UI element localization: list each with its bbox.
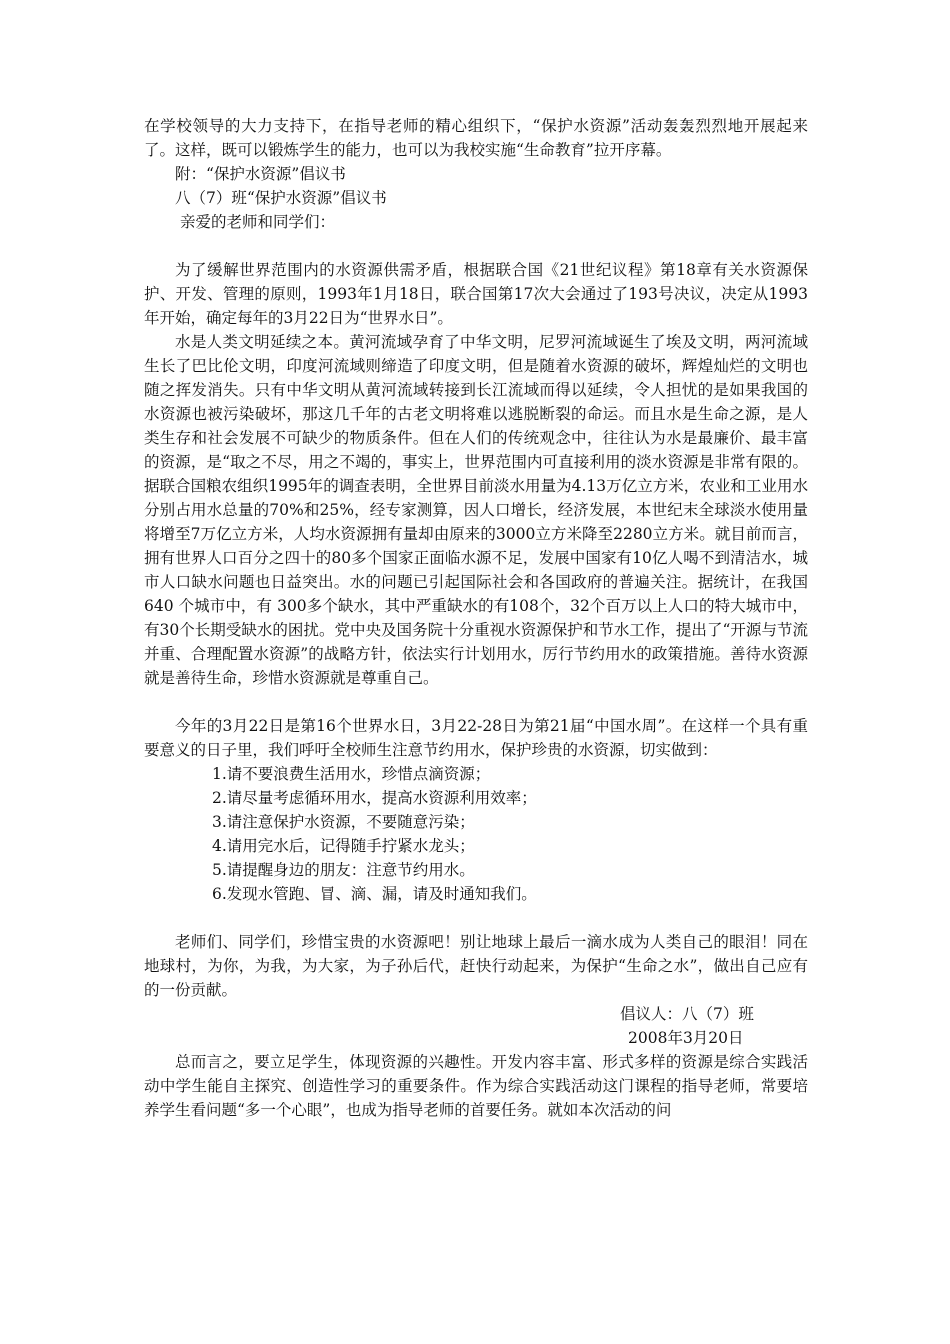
list-item: 6.发现水管跑、冒、滴、漏，请及时通知我们。: [212, 885, 537, 903]
signature: 倡议人：八（7）班: [620, 1005, 754, 1023]
attachment-note: 附：“保护水资源”倡议书: [175, 165, 346, 183]
document-page: [144, 114, 808, 1122]
greeting: 亲爱的老师和同学们：: [180, 213, 336, 231]
paragraph-water-civilization: 水是人类文明延续之本。黄河流域孕育了中华文明，尼罗河流域诞生了埃及文明，两河流域生长了巴比伦文明，印度河流域则缔造了印度文明，但是随着水资源的破坏，辉煌灿烂的文明也随之挥发消失。只有中华文明从黄河流域转接到长江流域而得以延续，令人担忧的是如果我国的水资源也被污染破坏，那这几千年的古老文明将难以逃脱断裂的命运。而且水是生命之源，是人类生存和社会发展不可缺少的物质条件。但在人们的传统观念中，往往认为水是最廉价、最丰富的资源，是“取之不尽，用之不竭的，事实上，世界范围内可直接利用的淡水资源是非常有限的。据联合国粮农组织1995年的调查表明，全世界目前淡水用量为4.13万亿立方米，农业和工业用水分别占用水总量的70%和25%，经专家测算，因人口增长，经济发展，本世纪末全球淡水使用量将增至7万亿立方米，人均水资源拥有量却由原来的3000立方米降至2280立方米。就目前而言，拥有世界人口百分之四十的80多个国家正面临水源不足，发展中国家有10亿人喝不到清洁水，城市人口缺水问题也日益突出。水的问题已引起国际社会和各国政府的普遍关注。据统计，在我国 640 个城市中，有 300多个缺水，其中严重缺水的有108个，32个百万以上人口的特大城市中，有30个长期受缺水的困扰。党中央及国务院十分重视水资源保护和节水工作，提出了“开源与节流并重、合理配置水资源”的战略方针，依法实行计划用水，厉行节约用水的政策措施。善待水资源就是善待生命，珍惜水资源就是尊重自己。: [144, 333, 808, 687]
list-item: 2.请尽量考虑循环用水，提高水资源利用效率；: [212, 789, 537, 807]
list-item: 1.请不要浪费生活用水，珍惜点滴资源；: [212, 765, 491, 783]
paragraph-summary: 总而言之，要立足学生，体现资源的兴趣性。开发内容丰富、形式多样的资源是综合实践活动中学生能自主探究、创造性学习的重要条件。作为综合实践活动这门课程的指导老师，常要培养学生看问题“多一个心眼”，也成为指导老师的首要任务。就如本次活动的问: [144, 1053, 808, 1119]
spacer: [144, 690, 808, 714]
proposal-title: 八（7）班“保护水资源”倡议书: [175, 189, 387, 207]
paragraph-world-water-day: 为了缓解世界范围内的水资源供需矛盾，根据联合国《21世纪议程》第18章有关水资源保护、开发、管理的原则，1993年1月18日，联合国第17次大会通过了193号决议，决定从1993年开始，确定每年的3月22日为“世界水日”。: [144, 261, 808, 327]
spacer: [144, 906, 808, 930]
signature-date: 2008年3月20日: [628, 1029, 744, 1047]
intro-paragraph: 在学校领导的大力支持下，在指导老师的精心组织下，“保护水资源”活动轰轰烈烈地开展起来了。这样，既可以锻炼学生的能力，也可以为我校实施“生命教育”拉开序幕。: [144, 117, 808, 159]
list-item: 5.请提醒身边的朋友：注意节约用水。: [212, 861, 475, 879]
paragraph-call-to-action: 今年的3月22日是第16个世界水日，3月22-28日为第21届“中国水周”。在这样一个具有重要意义的日子里，我们呼吁全校师生注意节约用水，保护珍贵的水资源，切实做到：: [144, 717, 808, 759]
list-item: 3.请注意保护水资源，不要随意污染；: [212, 813, 475, 831]
spacer: [144, 234, 808, 258]
paragraph-closing-appeal: 老师们、同学们，珍惜宝贵的水资源吧！别让地球上最后一滴水成为人类自己的眼泪！同在地球村，为你，为我，为大家，为子孙后代，赶快行动起来，为保护“生命之水”，做出自己应有的一份贡献。: [144, 933, 808, 999]
list-item: 4.请用完水后，记得随手拧紧水龙头；: [212, 837, 475, 855]
